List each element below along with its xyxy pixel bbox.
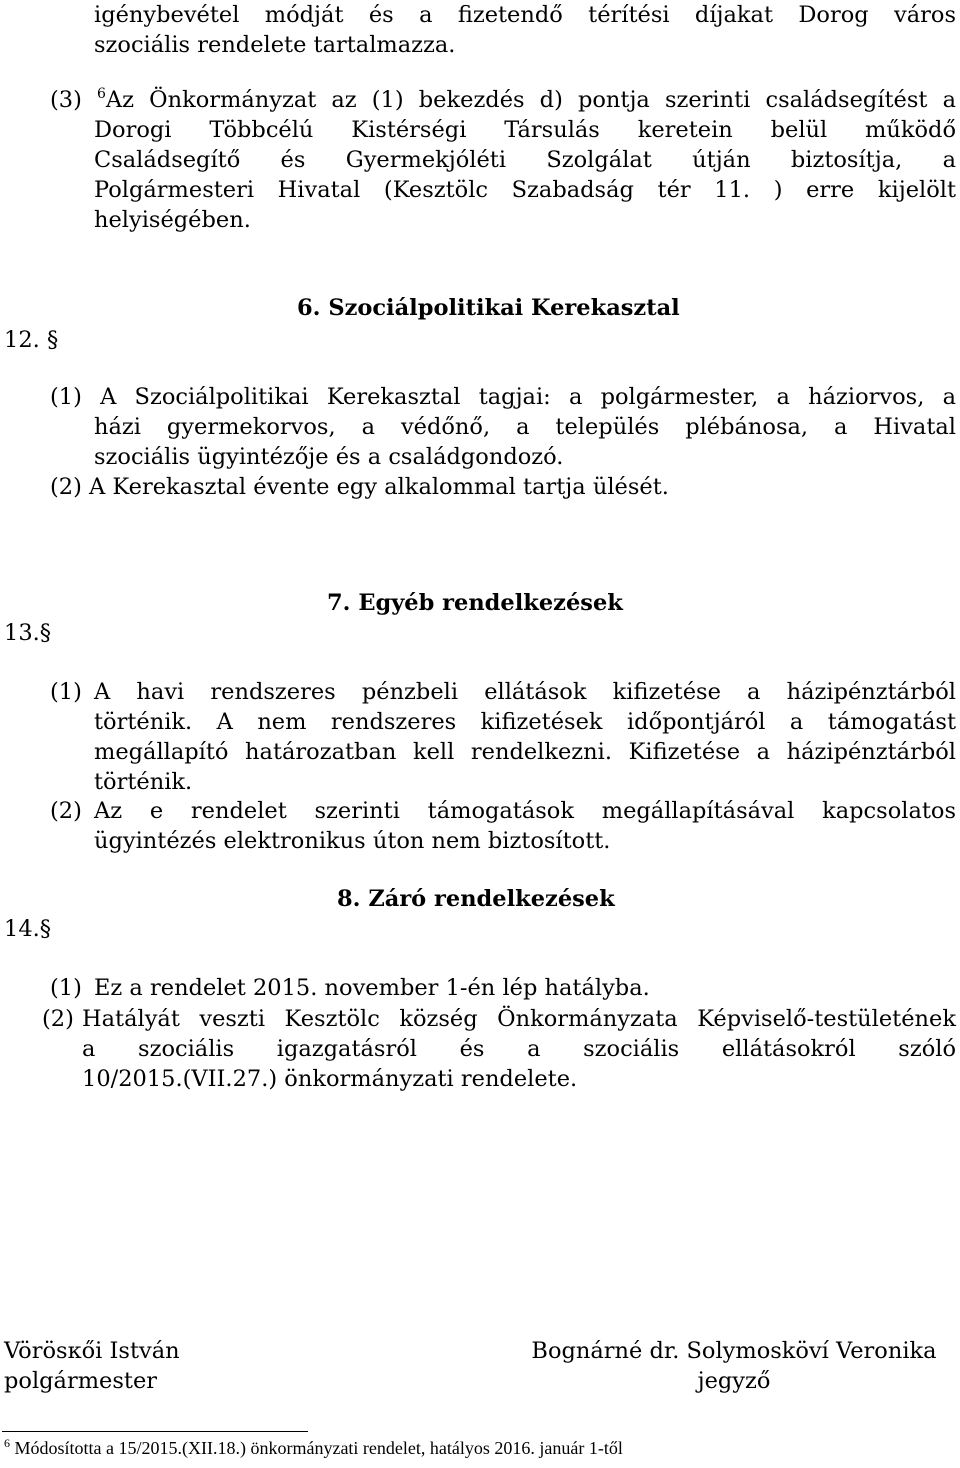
- paragraph-3-line-3: Családsegítő és Gyermekjóléti Szolgálat útján biztosítja, a: [94, 147, 956, 173]
- section-14-item-2: [42, 1004, 956, 1094]
- section-12-item-1: [50, 382, 956, 472]
- section-13-item-1-line-1: A havi rendszeres pénzbeli ellátások kifizetése a házipénztárból: [94, 679, 956, 705]
- section-12-item-1-line-3: szociális ügyintézője és a családgondozó.: [94, 444, 564, 470]
- intro-line-1: igénybevétel módját és a fizetendő térítési díjakat Dorog város: [94, 2, 956, 28]
- section-sign-icon: §: [39, 620, 52, 646]
- section-12-heading: 6. Szociálpolitikai Kerekasztal: [297, 295, 680, 321]
- signature-left-title: polgármester: [4, 1368, 158, 1394]
- section-13-item-2-label: (2): [50, 798, 82, 824]
- section-12-item-1-line-1: (1) A Szociálpolitikai Kerekasztal tagjai: a polgármester, a háziorvos, a: [50, 384, 956, 410]
- section-14-item-2-line-2: a szociális igazgatásról és a szociális ellátásokról szóló: [82, 1036, 956, 1062]
- section-13-number: [4, 618, 51, 648]
- section-14-number-text: 14.: [4, 916, 40, 942]
- paragraph-3-line-5: helyiségében.: [94, 207, 251, 233]
- paragraph-3-line-4: Polgármesteri Hivatal (Kesztölc Szabadság tér 11. ) erre kijelölt: [94, 177, 956, 203]
- paragraph-3-label: (3): [50, 87, 82, 113]
- section-12-item-2-line-1: (2) A Kerekasztal évente egy alkalommal tartja ülését.: [50, 474, 669, 500]
- section-14-number: [4, 914, 51, 944]
- paragraph-3-line-1: [50, 85, 956, 115]
- section-14-item-2-label: (2): [42, 1006, 74, 1032]
- footnote-text: Módosította a 15/2015.(XII.18.) önkormányzati rendelet, hatályos 2016. január 1-től: [14, 1438, 623, 1458]
- section-14-item-2-line-3: 10/2015.(VII.27.) önkormányzati rendelete.: [82, 1066, 578, 1092]
- signature-right: [512, 1336, 956, 1396]
- section-13-item-1-label: (1): [50, 679, 82, 705]
- signature-right-name: Bognárné dr. Solymosköví Veronika: [531, 1338, 937, 1364]
- intro-line-2: szociális rendelete tartalmazza.: [94, 32, 456, 58]
- section-13-item-1-line-4: történik.: [94, 769, 193, 795]
- section-14-item-1: [50, 973, 956, 1003]
- footnote-number: 6: [4, 1436, 10, 1450]
- section-13-item-1: [50, 677, 956, 797]
- footnote-separator: [2, 1431, 308, 1432]
- section-13-number-text: 13.: [4, 620, 40, 646]
- paragraph-3: [50, 85, 956, 235]
- signature-left-name: Vörösкői István: [4, 1338, 180, 1364]
- section-14-item-2-line-1: Hatályát veszti Kesztölc község Önkormányzata Képviselő-testületének: [82, 1006, 956, 1032]
- section-12-item-1-line-2: házi gyermekorvos, a védőnő, a település plébánosa, a Hivatal: [94, 414, 956, 440]
- section-14-heading: 8. Záró rendelkezések: [337, 886, 615, 912]
- section-12-item-2: [50, 472, 956, 502]
- signature-right-title: jegyző: [697, 1368, 771, 1394]
- section-13-item-1-line-3: megállapító határozatban kell rendelkezni. Kifizetése a házipénztárból: [94, 739, 956, 765]
- section-14-item-1-line-1: Ez a rendelet 2015. november 1-én lép hatályba.: [94, 975, 650, 1001]
- paragraph-3-line-2: Dorogi Többcélú Kistérségi Társulás keretein belül működő: [94, 117, 956, 143]
- section-13-item-2: [50, 796, 956, 856]
- section-14-item-1-label: (1): [50, 975, 82, 1001]
- paragraph-3-text-1: Az Önkormányzat az (1) bekezdés d) pontja szerinti családsegítést a: [105, 87, 956, 113]
- section-12-number: [4, 325, 58, 355]
- footnote: [4, 1436, 623, 1460]
- section-sign-icon: §: [39, 916, 52, 942]
- signature-left: [4, 1336, 180, 1396]
- section-13-item-1-line-2: történik. A nem rendszeres kifizetések időpontjáról a támogatást: [94, 709, 956, 735]
- section-12-number-text: 12.: [4, 327, 40, 353]
- section-13-item-2-line-1: Az e rendelet szerinti támogatások megállapításával kapcsolatos: [94, 798, 956, 824]
- section-13-heading: 7. Egyéb rendelkezések: [327, 590, 623, 616]
- section-sign-icon: §: [46, 327, 59, 353]
- intro-paragraph: [94, 0, 956, 60]
- section-13-item-2-line-2: ügyintézés elektronikus úton nem biztosított.: [94, 828, 611, 854]
- footnote-reference[interactable]: 6: [97, 86, 106, 102]
